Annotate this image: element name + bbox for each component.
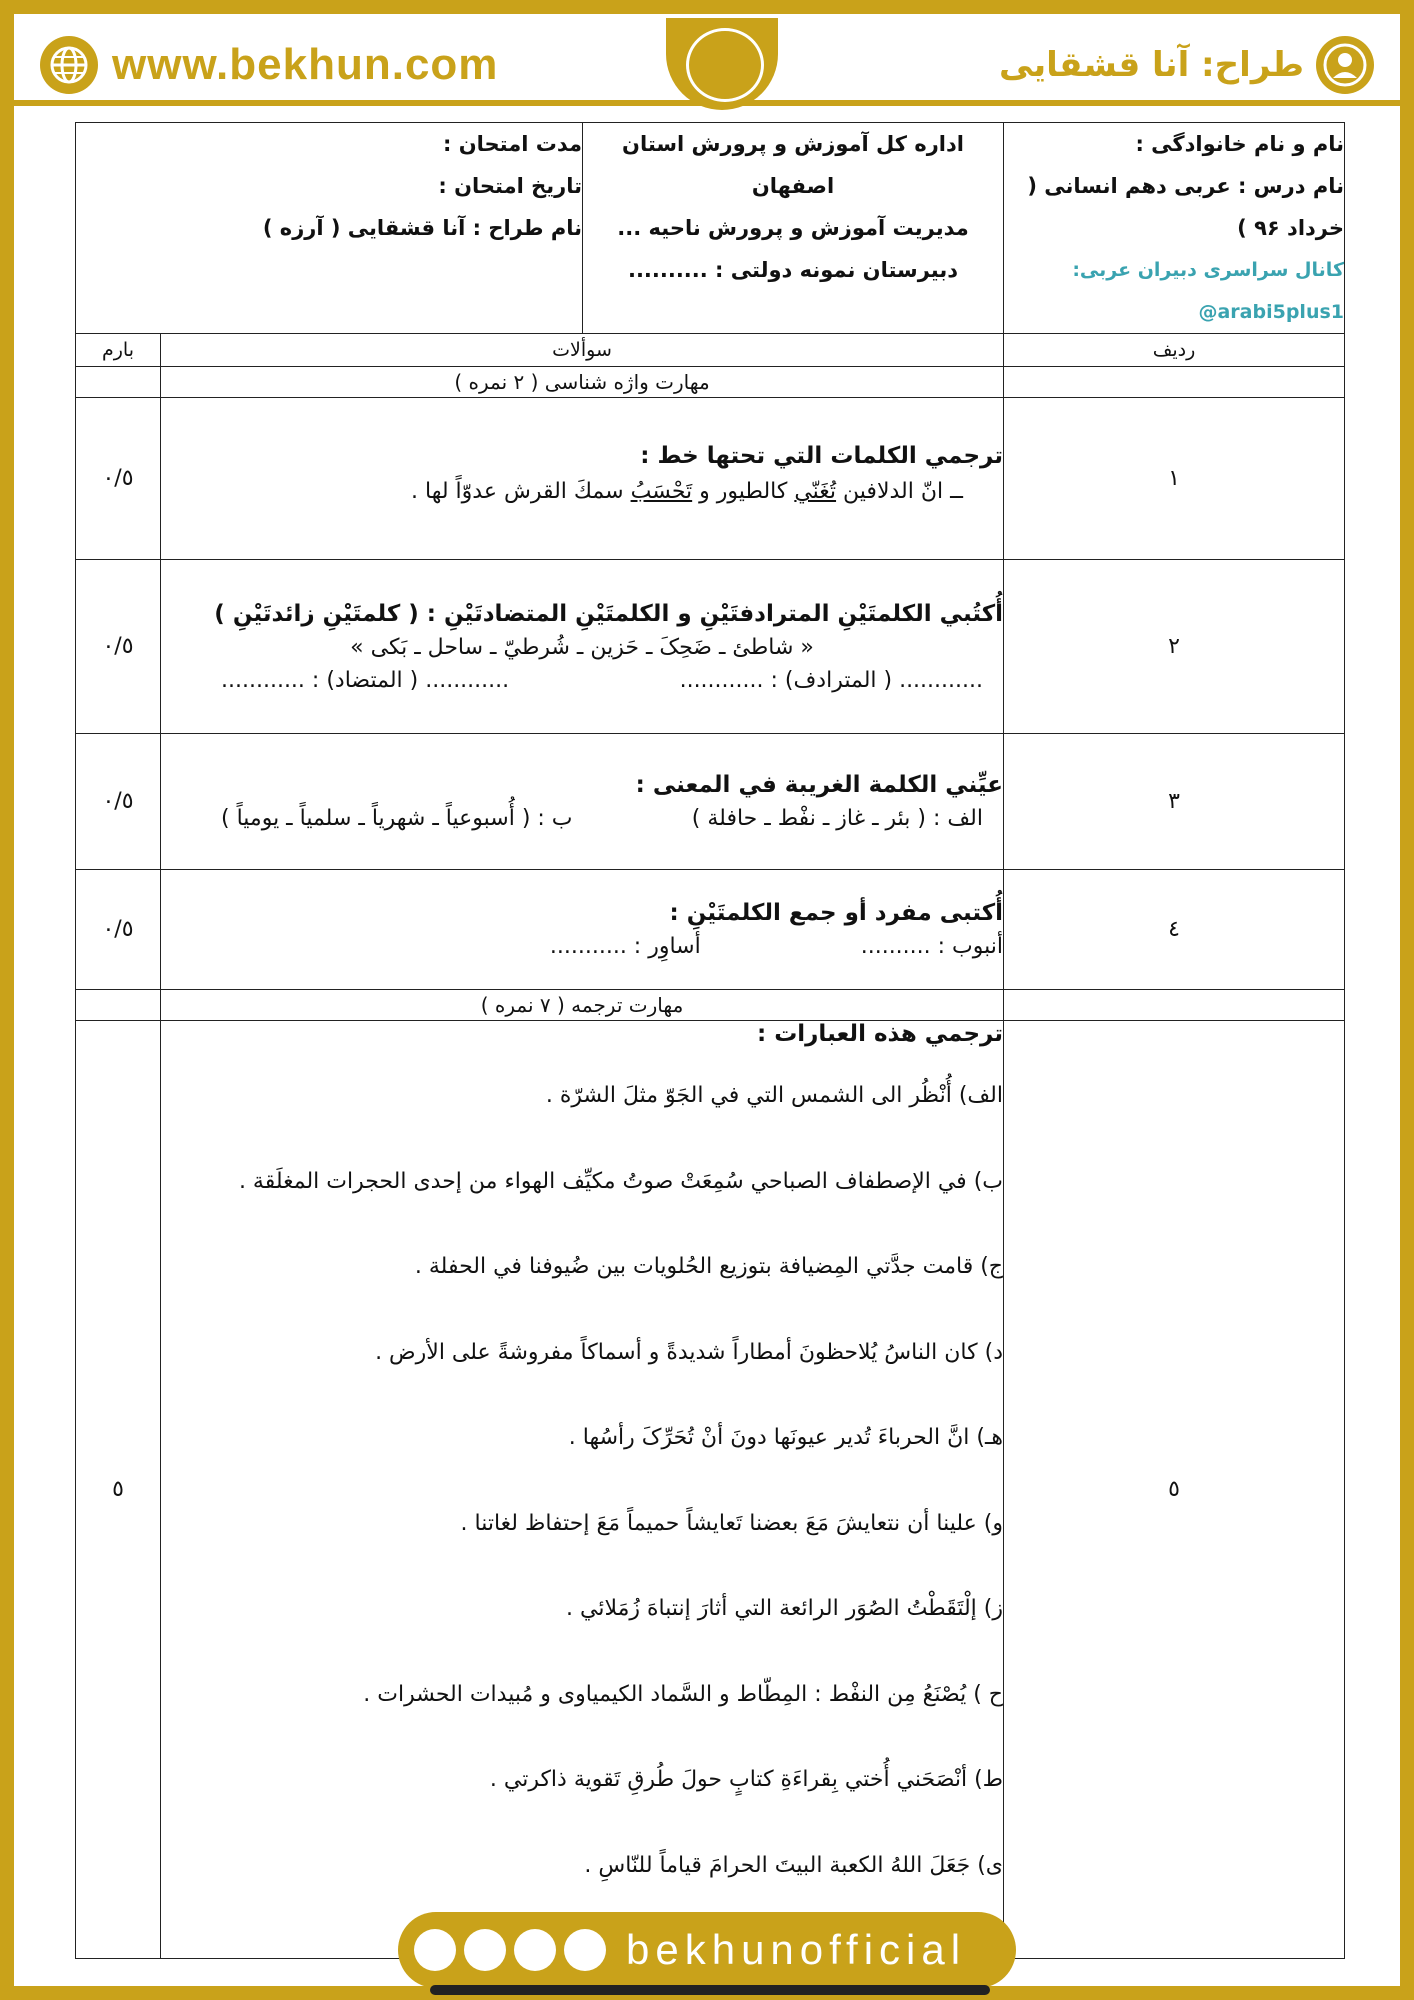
sentence-item: ج) قامت جدَّتي المِضيافة بتوزيع الحُلويات بين ضُيوفنا في الحفلة .	[414, 1254, 1003, 1279]
school-line-1: اداره کل آموزش و پرورش استان اصفهان	[622, 132, 964, 198]
question-score: ٠/٥	[76, 870, 161, 990]
question-title: أُكتبى مفرد أو جمع الكلمتَيْنِ :	[669, 900, 1003, 926]
question-title: عيِّني الكلمة الغريبة في المعنى :	[635, 772, 1003, 798]
question-title: ترجمي هذه العبارات :	[756, 1021, 1003, 1047]
sentence-item: هـ) انَّ الحرباءَ تُدير عيونَها دونَ أنْ تُحَرِّکَ رأسُها .	[568, 1425, 1003, 1450]
website-link[interactable]	[40, 36, 498, 94]
channel-line	[1004, 249, 1344, 333]
option-group-b: ب : ( أُسبوعياً ـ شهرياً ـ سلمياً ـ يومياً )	[221, 806, 573, 831]
exam-duration-label: مدت امتحان :	[443, 132, 582, 156]
word-blank-b[interactable]: أساوِر : ...........	[549, 934, 701, 959]
social-footer	[398, 1912, 1016, 1988]
question-score: ٥	[76, 1021, 161, 1959]
designer-credit	[999, 36, 1374, 94]
sentence-item: ط) أنْصَحَني أُختي بِقراءَةِ كتابٍ حولَ طُرقِ تَقوية ذاكرتي .	[489, 1767, 1003, 1792]
question-body	[161, 560, 1004, 734]
question-score: ٠/٥	[76, 734, 161, 870]
questions-column-header: سوألات	[161, 334, 1004, 367]
question-sentence: ــ انّ الدلافين تُغَنّي كالطيور و تَحْسَبُ سمكَ القرش عدوّاً لها .	[411, 479, 963, 504]
question-title: أُكتُبي الكلمتَيْنِ المترادفتَيْنِ و الكلمتَيْنِ المتضادتَيْنِ : ( كلمتَيْنِ زائدتَيْنِ )	[214, 600, 1003, 627]
brand-header	[14, 14, 1400, 106]
sentence-item: و) علينا أن نتعايشَ مَعَ بعضنا تَعايشاً حميماً مَعَ إحتفاظ لغاتنا .	[460, 1510, 1003, 1536]
question-title: ترجمي الكلمات التي تحتها خط :	[640, 443, 1003, 469]
section-title-translate: مهارت ترجمه ( ۷ نمره )	[161, 990, 1004, 1021]
antonym-blank[interactable]: ............ ( المتضاد) : ............	[221, 667, 510, 693]
word-list: « شاطئ ـ ضَحِکَ ـ حَزين ـ شُرطيّ ـ ساحل ـ بَكى »	[350, 634, 814, 660]
exam-date-label: تاریخ امتحان :	[438, 174, 582, 198]
website-text: www.bekhun.com	[112, 40, 499, 89]
footer-shadow	[430, 1985, 990, 1995]
option-group-a: الف : ( بئر ـ غاز ـ نفْط ـ حافلة )	[691, 806, 983, 831]
social-icons	[414, 1929, 606, 1971]
question-score: ٠/٥	[76, 560, 161, 734]
question-body	[161, 398, 1004, 560]
sentence-item: ى) جَعَلَ اللهُ الكعبة البيتَ الحرامَ قياماً للنّاسِ .	[584, 1852, 1003, 1878]
question-number: ٣	[1004, 734, 1345, 870]
question-number: ٢	[1004, 560, 1345, 734]
answer-blanks	[221, 668, 983, 693]
exam-info-cell	[76, 123, 583, 334]
question-number: ٥	[1004, 1021, 1345, 1959]
aparat-icon[interactable]	[414, 1929, 456, 1971]
subject-label: نام درس : عربی دهم انسانی ( خرداد ۹۶ )	[1027, 174, 1344, 240]
question-row-5	[76, 1021, 1345, 1959]
sentence-item: ز) إلْتَقَطْتُ الصُوَر الرائعة التي أثارَ إنتباهَ زُمَلائي .	[566, 1596, 1003, 1621]
question-body	[161, 870, 1004, 990]
student-name-label: نام و نام خانوادگی :	[1135, 132, 1344, 156]
word-blank-a[interactable]: أنبوب : ..........	[860, 934, 1003, 959]
sentence-item: ح ) يُصْنَعُ مِن النفْط : المِطّاط و السَّماد الكيمياوی و مُبيدات الحشرات .	[363, 1681, 1003, 1707]
question-row-1	[76, 398, 1345, 560]
question-row-4	[76, 870, 1345, 990]
student-info-cell	[1004, 123, 1345, 334]
designer-text: طراح: آنا قشقایی	[998, 45, 1304, 85]
column-header-row	[76, 334, 1345, 367]
section-row-vocab	[76, 367, 1345, 398]
row-column-header: ردیف	[1004, 334, 1345, 367]
user-icon	[1316, 36, 1374, 94]
underlined-word: تُغَنّي	[794, 479, 837, 504]
option-groups	[221, 806, 983, 831]
question-score: ٠/٥	[76, 398, 161, 560]
sentence-item: د) كان الناسُ يُلاحظونَ أمطاراً شديدةً و أسماكاً مفروشةً على الأرض .	[375, 1339, 1003, 1365]
school-line-3: دبیرستان نمونه دولتی : ..........	[627, 258, 959, 282]
score-column-header: بارم	[76, 334, 161, 367]
section-title-vocab: مهارت واژه شناسی ( ۲ نمره )	[161, 367, 1004, 398]
question-body	[161, 734, 1004, 870]
answer-blanks	[221, 934, 1003, 959]
youtube-icon[interactable]	[464, 1929, 506, 1971]
channel-handle: @arabi5plus1	[1198, 301, 1344, 323]
question-row-2	[76, 560, 1345, 734]
question-number: ٤	[1004, 870, 1345, 990]
exam-table	[75, 122, 1345, 1959]
school-line-2: مدیریت آموزش و پرورش ناحیه ...	[617, 216, 969, 240]
school-info-cell	[583, 123, 1004, 334]
exam-header-row	[76, 123, 1345, 334]
designer-label: نام طراح : آنا قشقایی ( آرزه )	[262, 216, 582, 240]
footer-handle[interactable]: bekhunofficial	[626, 1926, 967, 1973]
telegram-icon[interactable]	[514, 1929, 556, 1971]
instagram-icon[interactable]	[564, 1929, 606, 1971]
synonym-blank[interactable]: ............ ( المترادف) : ............	[679, 667, 983, 693]
section-row-translate	[76, 990, 1345, 1021]
channel-label: کانال سراسری دبیران عربی:	[1072, 259, 1344, 281]
question-row-3	[76, 734, 1345, 870]
bekhun-logo	[666, 18, 778, 110]
question-number: ١	[1004, 398, 1345, 560]
sentence-item: ب) في الإصطفاف الصباحي سُمِعَتْ صوتُ مكيِّف الهواء من إحدى الحجرات المغلَقة .	[238, 1168, 1003, 1194]
globe-icon	[40, 36, 98, 94]
sentence-item: الف) أُنْظُر الى الشمس التي في الجَوّ مثلَ الشرّة .	[545, 1083, 1003, 1108]
question-body	[161, 1021, 1004, 1959]
underlined-word: تَحْسَبُ	[630, 479, 693, 504]
